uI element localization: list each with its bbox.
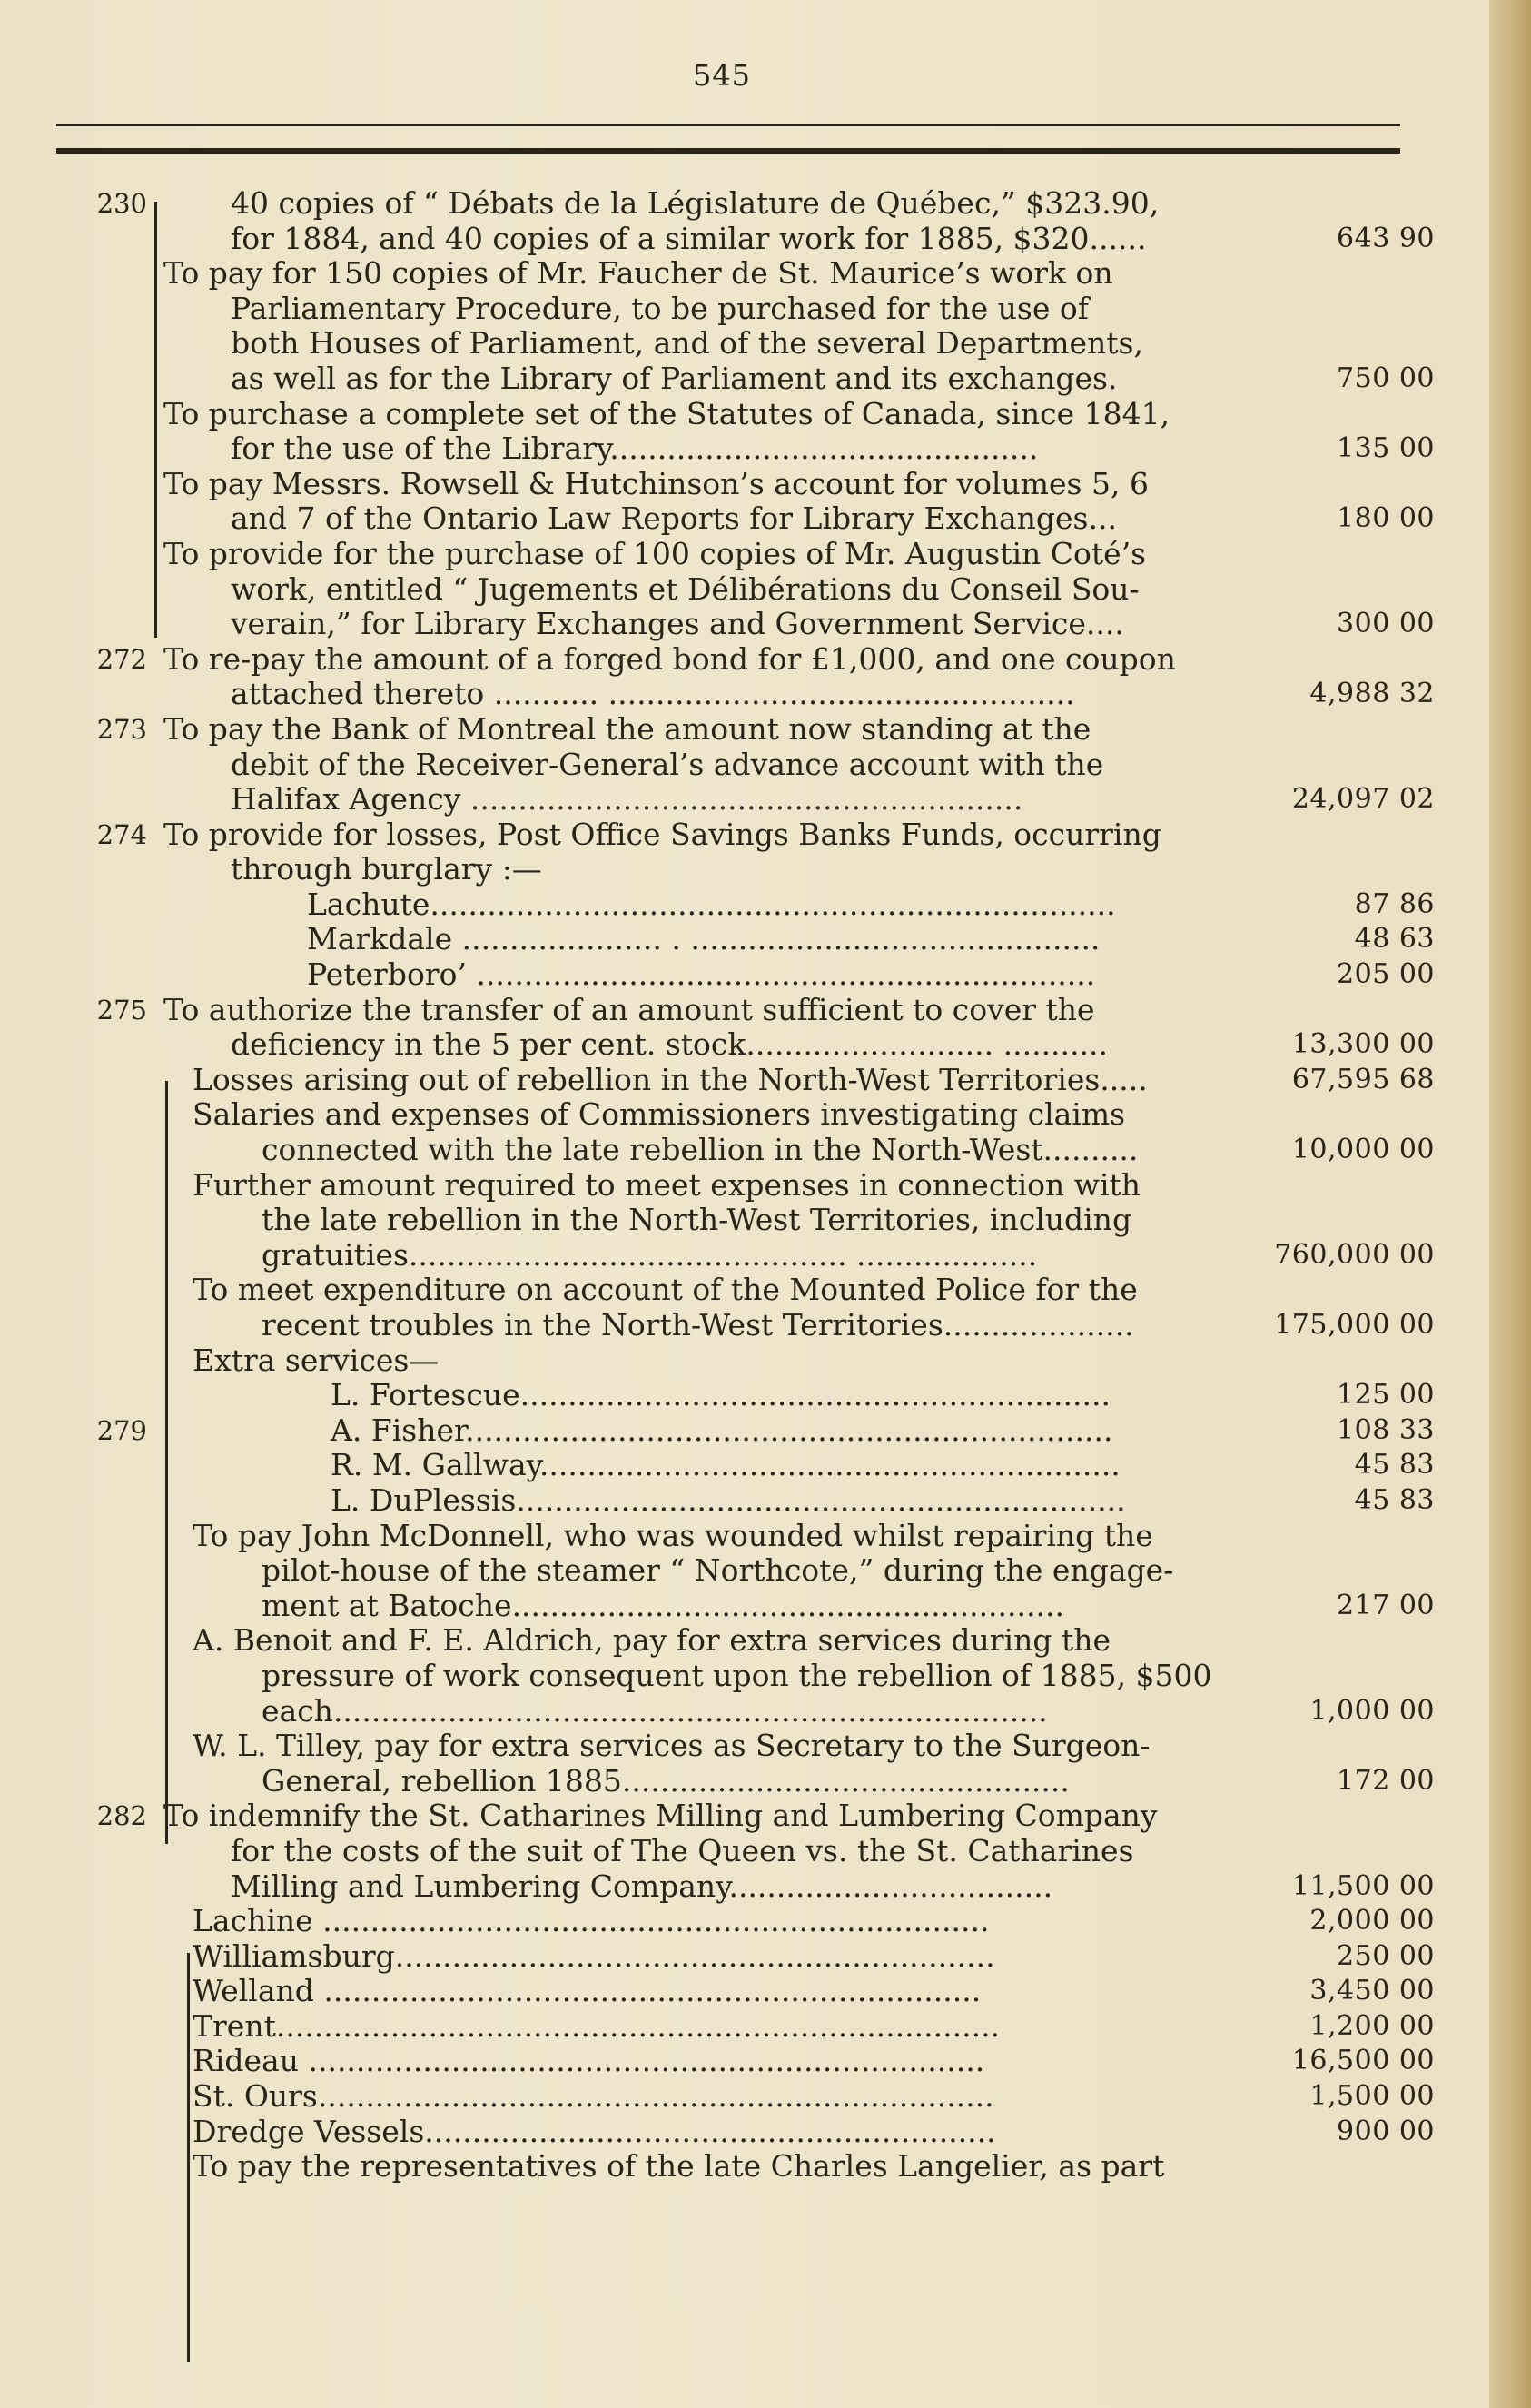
entry-row — [0, 292, 1489, 327]
entry-amount: 3,450 00 — [1309, 1975, 1435, 2007]
entry-amount: 172 00 — [1337, 1764, 1435, 1797]
entry-text: L. Fortescue.............................................................. — [331, 1377, 1111, 1413]
entry-row — [0, 1063, 1489, 1098]
entry-row — [0, 642, 1489, 678]
entry-amount: 643 90 — [1337, 222, 1435, 254]
entry-text: To authorize the transfer of an amount sufficient to cover the — [163, 991, 1095, 1027]
entry-text: W. L. Tilley, pay for extra services as Secretary to the Surgeon- — [193, 1728, 1151, 1764]
entry-amount: 750 00 — [1337, 362, 1435, 394]
entry-text: To pay for 150 copies of Mr. Faucher de St. Maurice’s work on — [163, 255, 1113, 292]
entry-text: as well as for the Library of Parliament and its exchanges. — [231, 360, 1118, 396]
entry-row — [0, 2009, 1489, 2045]
entry-row — [0, 1273, 1489, 1308]
entry-text: Further amount required to meet expenses in connection with — [193, 1166, 1141, 1203]
entry-row — [0, 2044, 1489, 2079]
entry-text: Salaries and expenses of Commissioners investigating claims — [193, 1096, 1126, 1133]
entry-row — [0, 1378, 1489, 1413]
entry-text: Peterboro’ ................................................................. — [307, 956, 1096, 993]
entry-amount: 250 00 — [1337, 1939, 1435, 1972]
entry-text: Extra services— — [193, 1342, 440, 1378]
item-number: 230 — [96, 188, 147, 219]
entry-text: Lachute........................................................................ — [307, 886, 1116, 922]
entry-amount: 175,000 00 — [1274, 1309, 1435, 1341]
entry-amount: 2,000 00 — [1309, 1905, 1435, 1937]
entry-row — [0, 607, 1489, 642]
appropriation-entries — [0, 186, 1489, 2185]
entry-text: To meet expenditure on account of the Mounted Police for the — [193, 1272, 1138, 1308]
entry-amount: 45 83 — [1354, 1483, 1435, 1516]
entry-amount: 217 00 — [1337, 1589, 1435, 1621]
entry-text: Dredge Vessels............................................................ — [193, 2113, 996, 2149]
item-number: 279 — [96, 1414, 147, 1446]
entry-row — [0, 431, 1489, 467]
header-rule-thick — [56, 148, 1400, 154]
entry-row — [0, 1343, 1489, 1379]
entry-text: R. M. Gallway............................................................. — [331, 1447, 1121, 1483]
entry-text: verain,” for Library Exchanges and Government Service.... — [231, 606, 1124, 642]
header-rule-thin — [56, 124, 1400, 126]
entry-amount: 760,000 00 — [1274, 1238, 1435, 1271]
entry-text: A. Fisher.................................................................... — [331, 1412, 1113, 1448]
entry-row — [0, 1939, 1489, 1975]
entry-amount: 13,300 00 — [1291, 1028, 1435, 1061]
entry-row — [0, 1203, 1489, 1238]
entry-row — [0, 887, 1489, 923]
entry-row — [0, 1238, 1489, 1273]
entry-amount: 900 00 — [1337, 2115, 1435, 2147]
entry-text: gratuities.............................................. ................... — [262, 1236, 1038, 1273]
entry-row — [0, 537, 1489, 572]
entry-row — [0, 1027, 1489, 1063]
entry-text: General, rebellion 1885............................................... — [262, 1762, 1070, 1799]
entry-amount: 4,988 32 — [1309, 678, 1435, 710]
entry-row — [0, 2149, 1489, 2185]
entry-row — [0, 397, 1489, 432]
entry-row — [0, 256, 1489, 292]
page-number: 545 — [692, 58, 752, 93]
entry-text: pilot-house of the steamer “ Northcote,” during the engage- — [262, 1552, 1174, 1589]
entry-row — [0, 712, 1489, 748]
entry-row — [0, 1834, 1489, 1869]
entry-text: To re-pay the amount of a forged bond for £1,000, and one coupon — [163, 640, 1176, 677]
entry-text: L. DuPlessis................................................................ — [331, 1481, 1126, 1518]
entry-row — [0, 1589, 1489, 1624]
item-number: 272 — [96, 643, 147, 675]
entry-row — [0, 2115, 1489, 2150]
entry-row — [0, 1869, 1489, 1905]
entry-text: connected with the late rebellion in the North-West.......... — [262, 1132, 1139, 1168]
entry-text: Williamsburg............................................................... — [193, 1937, 995, 1974]
entry-row — [0, 677, 1489, 712]
entry-text: debit of the Receiver-General’s advance account with the — [231, 746, 1104, 782]
entry-amount: 180 00 — [1337, 502, 1435, 535]
entry-text: for the use of the Library............................................. — [231, 431, 1039, 467]
entry-amount: 300 00 — [1337, 608, 1435, 640]
entry-amount: 108 33 — [1337, 1413, 1435, 1446]
entry-amount: 24,097 02 — [1291, 783, 1435, 816]
entry-row — [0, 1799, 1489, 1834]
item-number: 275 — [96, 994, 147, 1026]
entry-text: Trent............................................................................ — [193, 2007, 1001, 2044]
entry-row — [0, 362, 1489, 397]
entry-text: both Houses of Parliament, and of the several Departments, — [231, 325, 1143, 362]
entry-text: Welland ..................................................................... — [193, 1973, 982, 2009]
entry-amount: 16,500 00 — [1291, 2045, 1435, 2077]
entry-amount: 10,000 00 — [1291, 1134, 1435, 1166]
entry-amount: 11,500 00 — [1291, 1869, 1435, 1902]
entry-text: To pay John McDonnell, who was wounded whilst repairing the — [193, 1517, 1153, 1553]
entry-row — [0, 1483, 1489, 1519]
entry-row — [0, 1448, 1489, 1483]
entry-row — [0, 326, 1489, 362]
entry-row — [0, 1904, 1489, 1939]
entry-row — [0, 1168, 1489, 1204]
entry-row — [0, 2079, 1489, 2115]
binding-gutter — [1489, 0, 1531, 2408]
entry-text: Lachine ...................................................................... — [193, 1903, 990, 1939]
entry-text: ment at Batoche.......................................................... — [262, 1587, 1064, 1623]
entry-row — [0, 1553, 1489, 1589]
entry-row — [0, 186, 1489, 222]
entry-row — [0, 222, 1489, 257]
entry-text: St. Ours....................................................................... — [193, 2078, 994, 2115]
entry-row — [0, 748, 1489, 783]
entry-text: each........................................................................... — [262, 1692, 1048, 1729]
entry-text: Losses arising out of rebellion in the North-West Territories..... — [193, 1061, 1148, 1097]
entry-amount: 67,595 68 — [1291, 1063, 1435, 1095]
entry-text: the late rebellion in the North-West Territories, including — [262, 1202, 1132, 1238]
entry-row — [0, 1623, 1489, 1659]
entry-row — [0, 1974, 1489, 2009]
entry-row — [0, 467, 1489, 502]
entry-row — [0, 1519, 1489, 1554]
entry-text: To purchase a complete set of the Statutes of Canada, since 1841, — [163, 395, 1170, 431]
item-number: 274 — [96, 818, 147, 850]
entry-amount: 1,200 00 — [1309, 2009, 1435, 2042]
entry-text: To indemnify the St. Catharines Milling and Lumbering Company — [163, 1798, 1158, 1834]
entry-text: Parliamentary Procedure, to be purchased for the use of — [231, 290, 1089, 326]
entry-row — [0, 572, 1489, 608]
item-number: 282 — [96, 1800, 147, 1832]
entry-text: To pay the representatives of the late Charles Langelier, as part — [193, 2148, 1165, 2185]
entry-text: Milling and Lumbering Company.................................. — [231, 1868, 1053, 1904]
entry-text: To provide for losses, Post Office Savings Banks Funds, occurring — [163, 816, 1161, 852]
entry-text: work, entitled “ Jugements et Délibérations du Conseil Sou- — [231, 570, 1140, 607]
entry-text: Halifax Agency .......................................................... — [231, 781, 1023, 818]
entry-text: To pay Messrs. Rowsell & Hutchinson’s account for volumes 5, 6 — [163, 465, 1149, 501]
entry-text: for 1884, and 40 copies of a similar work for 1885, $320...... — [231, 220, 1147, 256]
entry-amount: 135 00 — [1337, 432, 1435, 465]
entry-text: Rideau ....................................................................... — [193, 2043, 985, 2079]
entry-text: through burglary :— — [231, 851, 542, 887]
entry-text: for the costs of the suit of The Queen vs. the St. Catharines — [231, 1832, 1134, 1868]
entry-amount: 1,500 00 — [1309, 2080, 1435, 2113]
entry-row — [0, 782, 1489, 818]
entry-row — [0, 957, 1489, 993]
item-number: 273 — [96, 713, 147, 745]
entry-row — [0, 1308, 1489, 1343]
entry-row — [0, 993, 1489, 1028]
entry-text: and 7 of the Ontario Law Reports for Library Exchanges... — [231, 500, 1117, 537]
entry-text: A. Benoit and F. E. Aldrich, pay for extra services during the — [193, 1622, 1111, 1659]
entry-row — [0, 1413, 1489, 1449]
entry-row — [0, 852, 1489, 887]
entry-text: pressure of work consequent upon the rebellion of 1885, $500 — [262, 1657, 1212, 1693]
entry-amount: 1,000 00 — [1309, 1694, 1435, 1727]
entry-amount: 125 00 — [1337, 1379, 1435, 1412]
entry-amount: 45 83 — [1354, 1449, 1435, 1481]
entry-row — [0, 818, 1489, 853]
entry-amount: 205 00 — [1337, 958, 1435, 991]
entry-row — [0, 1764, 1489, 1799]
entry-row — [0, 1729, 1489, 1764]
entry-amount: 48 63 — [1354, 923, 1435, 956]
entry-row — [0, 1694, 1489, 1729]
entry-row — [0, 1659, 1489, 1694]
entry-row — [0, 501, 1489, 537]
entry-text: recent troubles in the North-West Territories.................... — [262, 1307, 1134, 1343]
entry-amount: 87 86 — [1354, 887, 1435, 920]
entry-row — [0, 1133, 1489, 1168]
entry-text: deficiency in the 5 per cent. stock.......................... ........... — [231, 1026, 1108, 1063]
entry-text: attached thereto ........... ................................................. — [231, 676, 1075, 712]
entry-text: 40 copies of “ Débats de la Législature de Québec,” $323.90, — [231, 185, 1160, 221]
entry-text: To provide for the purchase of 100 copies of Mr. Augustin Coté’s — [163, 535, 1147, 571]
entry-row — [0, 922, 1489, 957]
entry-row — [0, 1097, 1489, 1133]
entry-text: Markdale ..................... . ........................................... — [307, 921, 1101, 957]
entry-text: To pay the Bank of Montreal the amount now standing at the — [163, 710, 1091, 747]
